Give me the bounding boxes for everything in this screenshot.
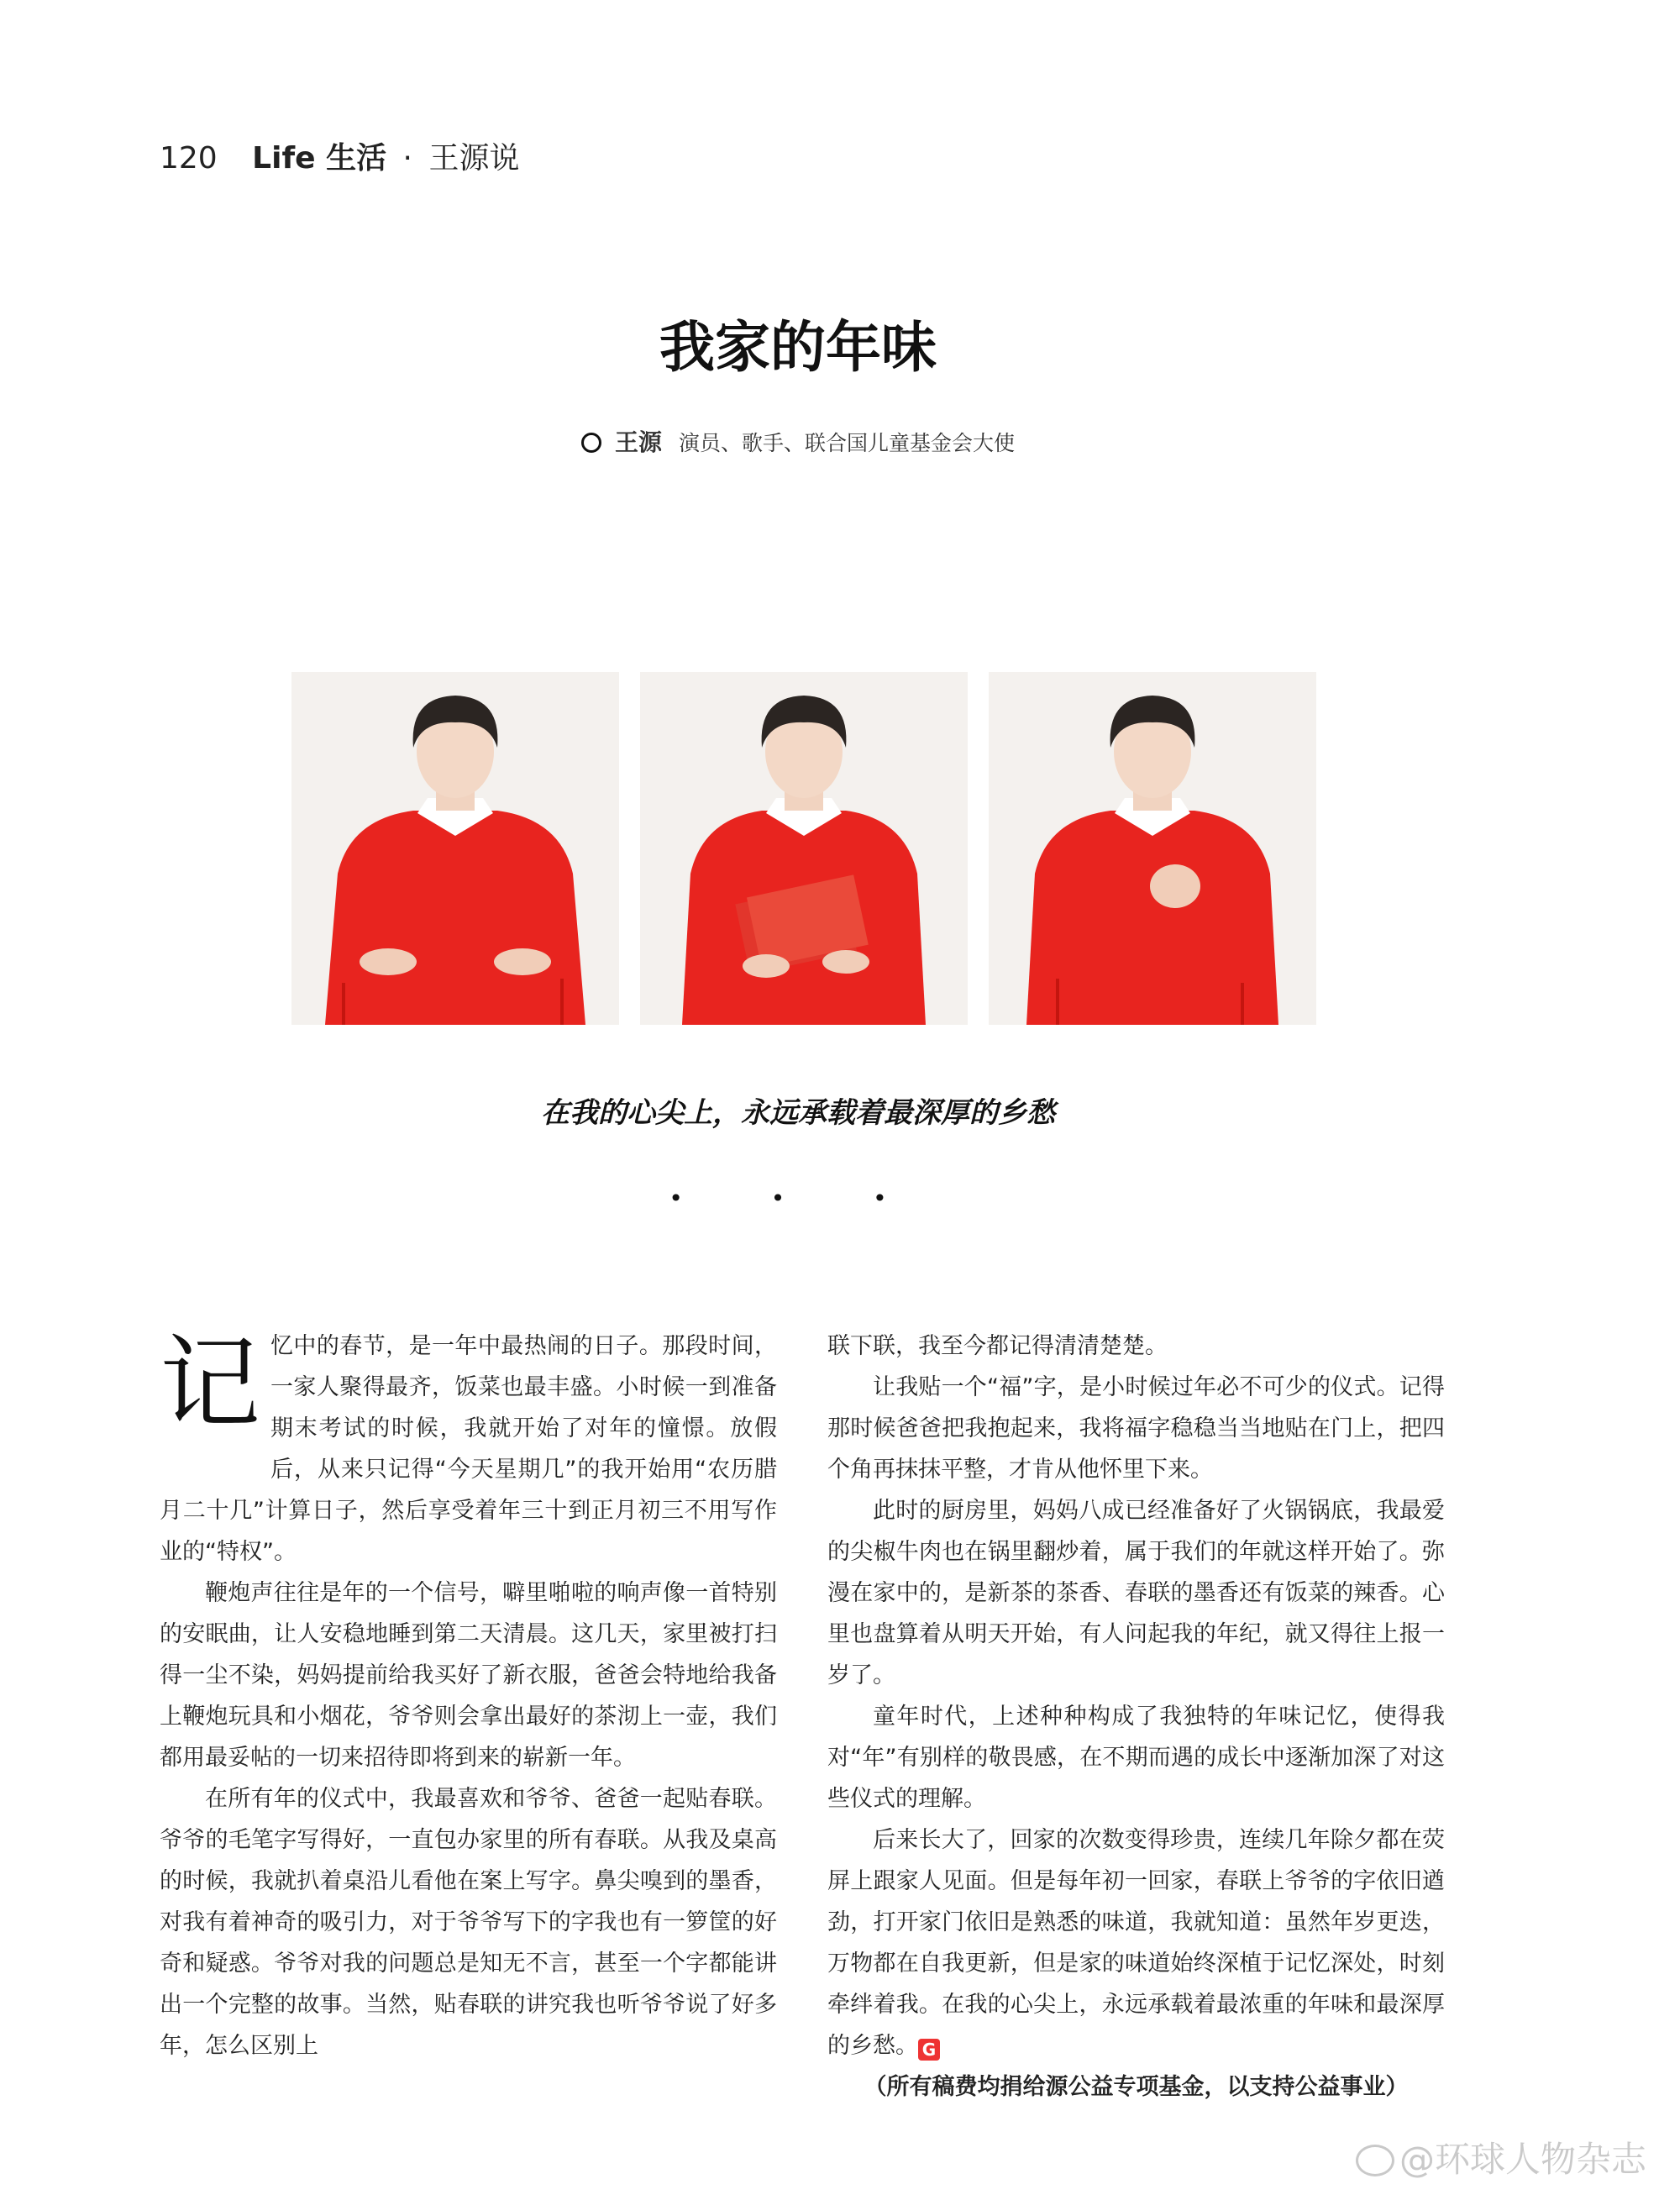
end-mark-icon: G [918, 2039, 940, 2061]
donation-note: （所有稿费均捐给源公益专项基金，以支持公益事业） [864, 2074, 1409, 2100]
paragraph-final [827, 1819, 1445, 2066]
watermark [1356, 2132, 1646, 2182]
section-name: Life 生活 [252, 141, 387, 176]
paragraph: 在所有年的仪式中，我最喜欢和爷爷、爸爸一起贴春联。爷爷的毛笔字写得好，一直包办家里的所有春联。从我及桌高的时候，我就扒着桌沿儿看他在案上写字。鼻尖嗅到的墨香，对我有着神奇的吸引力，对于爷爷写下的字我也有一箩筐的好奇和疑惑。爷爷对我的问题总是知无不言，甚至一个字都能讲出一个完整的故事。当然，贴春联的讲究我也听爷爷说了好多年，怎么区别上 [160, 1786, 777, 2059]
text-column-left [160, 1326, 777, 2066]
pull-quote: 在我的心尖上，永远承载着最深厚的乡愁 [541, 1096, 1055, 1130]
author-name: 王源 [614, 428, 662, 456]
photo-red-envelopes [640, 672, 968, 1025]
paragraph-final-text: 后来长大了，回家的次数变得珍贵，连续几年除夕都在荧屏上跟家人见面。但是每年初一回家，春联上爷爷的字依旧遒劲，打开家门依旧是熟悉的味道，我就知道：虽然年岁更迭，万物都在自我更新，但是家的味道始终深植于记忆深处，时刻牵绊着我。在我的心尖上，永远承载着最浓重的年味和最深厚的乡愁。 [827, 1827, 1445, 2059]
paragraph: 鞭炮声往往是年的一个信号，噼里啪啦的响声像一首特别的安眠曲，让人安稳地睡到第二天清晨。这几天，家里被打扫得一尘不染，妈妈提前给我买好了新衣服，爸爸会特地给我备上鞭炮玩具和小烟花，爷爷则会拿出最好的茶沏上一壶，我们都用最妥帖的一切来招待即将到来的崭新一年。 [160, 1580, 777, 1771]
photo-strip [291, 672, 1316, 1025]
byline [0, 424, 1596, 458]
running-header [160, 134, 519, 177]
text-column-right [827, 1326, 1445, 2108]
paragraph: 此时的厨房里，妈妈八成已经准备好了火锅锅底，我最爱的尖椒牛肉也在锅里翻炒着，属于我们的年就这样开始了。弥漫在家中的，是新茶的茶香、春联的墨香还有饭菜的辣香。心里也盘算着从明天开始，有人问起我的年纪，就又得往上报一岁了。 [827, 1498, 1445, 1688]
paragraph: 忆中的春节，是一年中最热闹的日子。那段时间，一家人聚得最齐，饭菜也最丰盛。小时候一到准备期末考试的时候，我就开始了对年的憧憬。放假后，从来只记得“今天星期几”的我开始用“农历腊月二十几”计算日子，然后享受着年三十到正月初三不用写作业的“特权”。 [160, 1333, 777, 1565]
paragraph: 联下联，我至今都记得清清楚楚。 [827, 1333, 1168, 1359]
separator-bullets: • • • [669, 1184, 927, 1212]
header-separator: · [402, 141, 412, 176]
drop-cap: 记 [160, 1326, 260, 1442]
weibo-icon [1356, 2145, 1394, 2176]
page-number: 120 [160, 141, 218, 176]
paragraph: 童年时代，上述种种构成了我独特的年味记忆，使得我对“年”有别样的敬畏感，在不期而遇的成长中逐渐加深了对这些仪式的理解。 [827, 1704, 1445, 1812]
column-name: 王源说 [428, 141, 520, 176]
photo-open-hands [291, 672, 619, 1025]
paragraph: 让我贴一个“福”字，是小时候过年必不可少的仪式。记得那时候爸爸把我抱起来，我将福字稳稳当当地贴在门上，把四个角再抹抹平整，才肯从他怀里下来。 [827, 1374, 1445, 1483]
photo-hands-together [989, 672, 1316, 1025]
watermark-text: @环球人物杂志 [1399, 2139, 1646, 2180]
article-title: 我家的年味 [659, 314, 937, 380]
circle-icon [581, 433, 601, 453]
author-roles: 演员、歌手、联合国儿童基金会大使 [678, 431, 1015, 455]
